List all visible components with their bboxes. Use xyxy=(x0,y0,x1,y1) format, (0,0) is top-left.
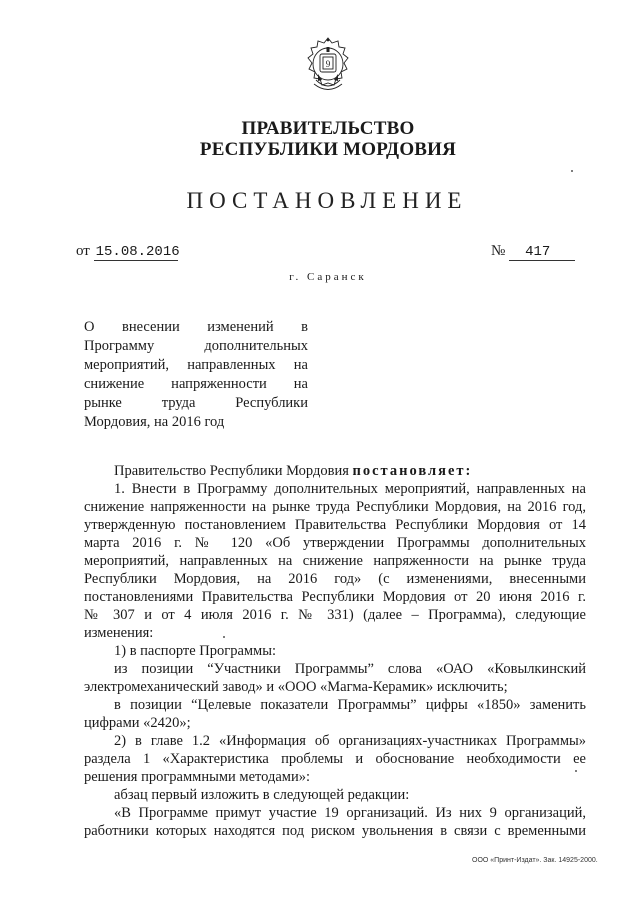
number-line xyxy=(491,243,575,261)
government-title-line2: РЕСПУБЛИКИ МОРДОВИЯ xyxy=(199,139,457,160)
body-line: абзац первый изложить в следующей редакции: xyxy=(114,787,410,803)
intro-text: Правительство Республики Мордовия xyxy=(114,463,353,479)
scan-speck xyxy=(575,770,577,772)
body-line: Республики Мордовия, на 2016 год» (с изменениями, внесенными xyxy=(84,571,586,587)
body-line: марта 2016 г. № 120 «Об утверждении Программы дополнительных xyxy=(84,535,586,551)
body-line: № 307 и от 4 июля 2016 г. № 331) (далее – Программа), следующие xyxy=(84,607,586,623)
body-text xyxy=(84,462,586,840)
scan-speck xyxy=(223,636,225,638)
subject-line: Мордовия, на 2016 год xyxy=(84,414,225,430)
body-line: изменения: xyxy=(84,625,154,641)
intro-line xyxy=(84,462,586,480)
body-line: из позиции “Участники Программы” слова «ОАО «Ковылкинский xyxy=(114,661,586,677)
body-line: 1. Внести в Программу дополнительных мероприятий, направленных на xyxy=(114,481,586,497)
body-line: цифрами «2420»; xyxy=(84,715,191,731)
subject-block xyxy=(84,318,308,432)
body-line: постановлениями Правительства Республики Мордовия от 20 июня 2016 г. xyxy=(84,589,586,605)
body-line: «В Программе примут участие 19 организаций. Из них 9 организаций, xyxy=(114,805,586,821)
printer-imprint: ООО «Принт-Издат». Зак. 14925-2000. xyxy=(472,857,598,864)
body-line: 1) в паспорте Программы: xyxy=(114,643,276,659)
document-type-title: ПОСТАНОВЛЕНИЕ xyxy=(186,188,468,213)
subject-line: мероприятий, направленных на xyxy=(84,357,308,373)
intro-keyword: постановляет: xyxy=(352,463,473,479)
body-line: электромеханический завод» и «ООО «Магма-Керамик» исключить; xyxy=(84,679,508,695)
body-line: 2) в главе 1.2 «Информация об организациях-участниках Программы» xyxy=(114,733,586,749)
coat-of-arms-emblem-icon xyxy=(298,34,358,96)
subject-line: Программу дополнительных xyxy=(84,338,308,354)
government-title-line1: ПРАВИТЕЛЬСТВО xyxy=(241,118,415,139)
body-line: раздела 1 «Характеристика проблемы и обоснование необходимости ее xyxy=(84,751,586,767)
subject-line: снижение напряженности на xyxy=(84,376,308,392)
number-prefix: № xyxy=(491,243,506,259)
document-number: 417 xyxy=(509,244,575,261)
body-line: работники которых находятся под риском увольнения в связи с временными xyxy=(84,823,586,839)
body-line: снижение напряженности на рынке труда Республики Мордовия, на 2016 год, xyxy=(84,499,586,515)
body-line: мероприятий, направленных на снижение напряженности на рынке труда xyxy=(84,553,586,569)
body-line: в позиции “Целевые показатели Программы” цифры «1850» заменить xyxy=(114,697,586,713)
scan-speck xyxy=(571,170,573,172)
body-line: утвержденную постановлением Правительства Республики Мордовия от 14 xyxy=(84,517,586,533)
svg-text:9: 9 xyxy=(325,59,331,69)
city-line: г. Саранск xyxy=(289,271,367,283)
body-line: решения программными методами»: xyxy=(84,769,311,785)
date-line xyxy=(76,243,178,261)
date-prefix: от xyxy=(76,243,90,259)
document-date: 15.08.2016 xyxy=(95,244,180,260)
subject-line: О внесении изменений в xyxy=(84,319,308,335)
subject-line: рынке труда Республики xyxy=(84,395,308,411)
